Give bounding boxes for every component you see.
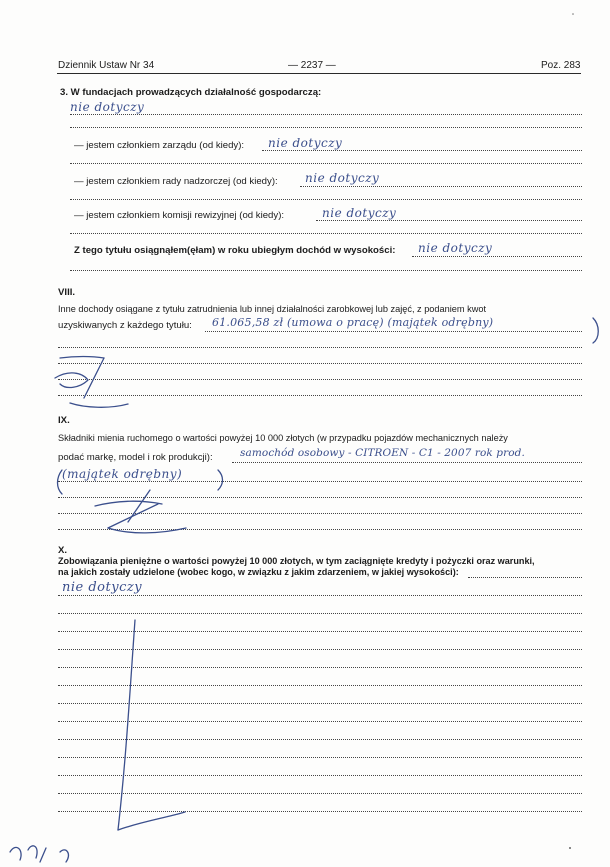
cancel-mark-ix-bottom	[108, 528, 186, 533]
section-ix-answer-line1: samochód osobowy - CITROEN - C1 - 2007 rok prod.	[240, 447, 525, 459]
section-ix-number: IX.	[58, 415, 70, 426]
cancel-mark-ix-diagonal	[108, 504, 158, 528]
foundations-answer: nie dotyczy	[70, 100, 145, 114]
bracket-stroke	[58, 470, 63, 494]
board-member-label: — jestem członkiem zarządu (od kiedy):	[74, 140, 245, 151]
cancel-mark-ix-top	[95, 501, 162, 506]
section-x-answer: nie dotyczy	[62, 580, 143, 595]
section-ix-answer-line2: (majątek odrębny)	[62, 467, 183, 481]
income-answer: nie dotyczy	[418, 241, 493, 255]
scan-speck	[572, 13, 574, 15]
cancel-mark-x-bottom	[118, 812, 185, 830]
audit-committee-label: — jestem członkiem komisji rewizyjnej (od kiedy):	[74, 210, 285, 221]
section-x-number: X.	[58, 545, 68, 556]
section-ix-text-line1: Składniki mienia ruchomego o wartości powyżej 10 000 złotych (w przypadku pojazdów mechanicznych należy	[58, 433, 508, 443]
bracket-stroke	[218, 470, 223, 490]
section-x-text-line1: Zobowiązania pieniężne o wartości powyżej 10 000 złotych, w tym zaciągnięte kredyty i pożyczki oraz warunki,	[58, 556, 535, 566]
supervisory-board-answer: nie dotyczy	[305, 171, 380, 185]
page-number: — 2237 —	[288, 60, 336, 71]
audit-committee-answer: nie dotyczy	[322, 206, 397, 220]
scan-speck	[569, 847, 571, 849]
cancel-mark-x-vertical	[118, 620, 135, 830]
foundations-heading: 3. W fundacjach prowadzących działalność gospodarczą:	[60, 87, 322, 98]
cancel-mark-viii-loop	[55, 373, 88, 388]
section-ix-text-line2: podać markę, model i rok produkcji):	[58, 452, 213, 463]
cancel-mark-viii-top	[60, 357, 104, 359]
cancel-mark-ix-stroke	[128, 490, 150, 522]
initials-mark	[10, 846, 68, 862]
section-viii-text-line2: uzyskiwanych z każdego tytułu:	[58, 320, 192, 331]
income-label: Z tego tytułu osiągnąłem(ęłam) w roku ubiegłym dochód w wysokości:	[74, 245, 396, 256]
section-viii-text-line1: Inne dochody osiągane z tytułu zatrudnienia lub innej działalności zarobkowej lub zajęć, z podaniem kwot	[58, 304, 486, 314]
bracket-stroke	[593, 318, 598, 343]
board-member-answer: nie dotyczy	[268, 136, 343, 150]
journal-name: Dziennik Ustaw Nr 34	[58, 60, 155, 71]
section-x-text-line2: na jakich zostały udzielone (wobec kogo, w związku z jakim zdarzeniem, w jakiej wysokości):	[58, 567, 459, 577]
supervisory-board-label: — jestem członkiem rady nadzorczej (od kiedy):	[74, 176, 278, 187]
cancel-mark-viii-bottom	[70, 403, 128, 407]
section-viii-answer: 61.065,58 zł (umowa o pracę) (majątek odrębny)	[212, 316, 494, 329]
position-number: Poz. 283	[541, 60, 581, 71]
section-viii-number: VIII.	[58, 287, 76, 298]
